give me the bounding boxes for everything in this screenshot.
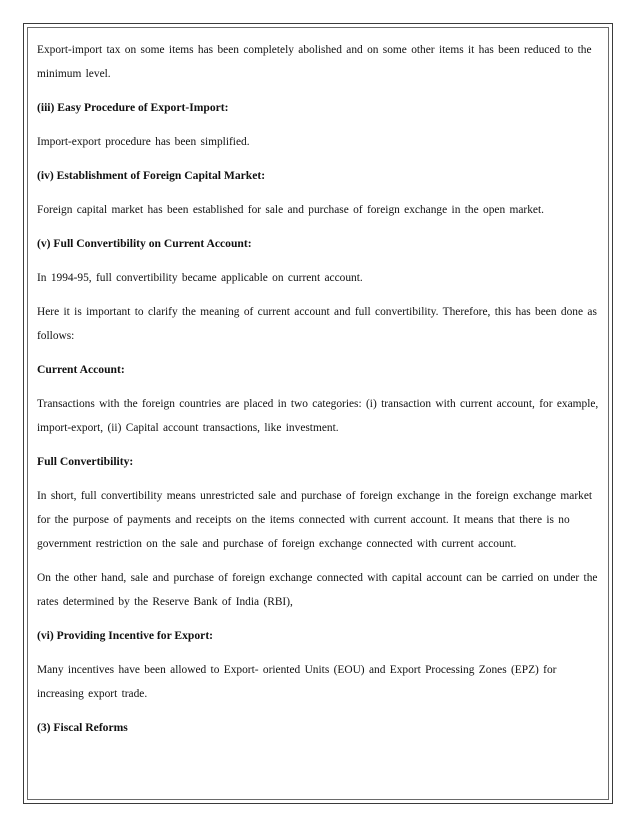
heading-incentive-export: (vi) Providing Incentive for Export: — [37, 629, 214, 642]
heading-current-account: Current Account: — [37, 363, 125, 376]
para-full-convertibility-meaning: In short, full convertibility means unrestricted sale and purchase of foreign exchange in the foreign exchange market for the purpose of payments and receipts on the items connected with current account. It means that there is no government restriction on the sale and purchase of foreign exchange connected with current account. — [37, 490, 593, 550]
heading-full-convertibility: Full Convertibility: — [37, 455, 134, 468]
para-incentives: Many incentives have been allowed to Export- oriented Units (EOU) and Export Processing Zones (EPZ) for increasing export trade. — [37, 664, 557, 700]
heading-easy-procedure: (iii) Easy Procedure of Export-Import: — [37, 101, 229, 114]
para-1994-95: In 1994-95, full convertibility became applicable on current account. — [37, 272, 363, 284]
heading-foreign-capital-market: (iv) Establishment of Foreign Capital Market: — [37, 169, 266, 182]
heading-fiscal-reforms: (3) Fiscal Reforms — [37, 721, 128, 734]
para-foreign-capital-market: Foreign capital market has been established for sale and purchase of foreign exchange in the open market. — [37, 204, 544, 216]
para-capital-account: On the other hand, sale and purchase of foreign exchange connected with capital account can be carried on under the rates determined by the Reserve Bank of India (RBI), — [37, 572, 598, 608]
para-clarify-meaning: Here it is important to clarify the meaning of current account and full convertibility. Therefore, this has been done as follows: — [37, 306, 597, 342]
heading-full-convertibility-current-account: (v) Full Convertibility on Current Account: — [37, 237, 252, 250]
para-transactions: Transactions with the foreign countries are placed in two categories: (i) transaction with current account, for example, import-export, (ii) Capital account transactions, like investment. — [37, 398, 599, 434]
para-procedure-simplified: Import-export procedure has been simplified. — [37, 136, 250, 148]
para-tax-abolished: Export-import tax on some items has been completely abolished and on some other items it has been reduced to the minimum level. — [37, 44, 592, 80]
document-body — [37, 38, 605, 750]
